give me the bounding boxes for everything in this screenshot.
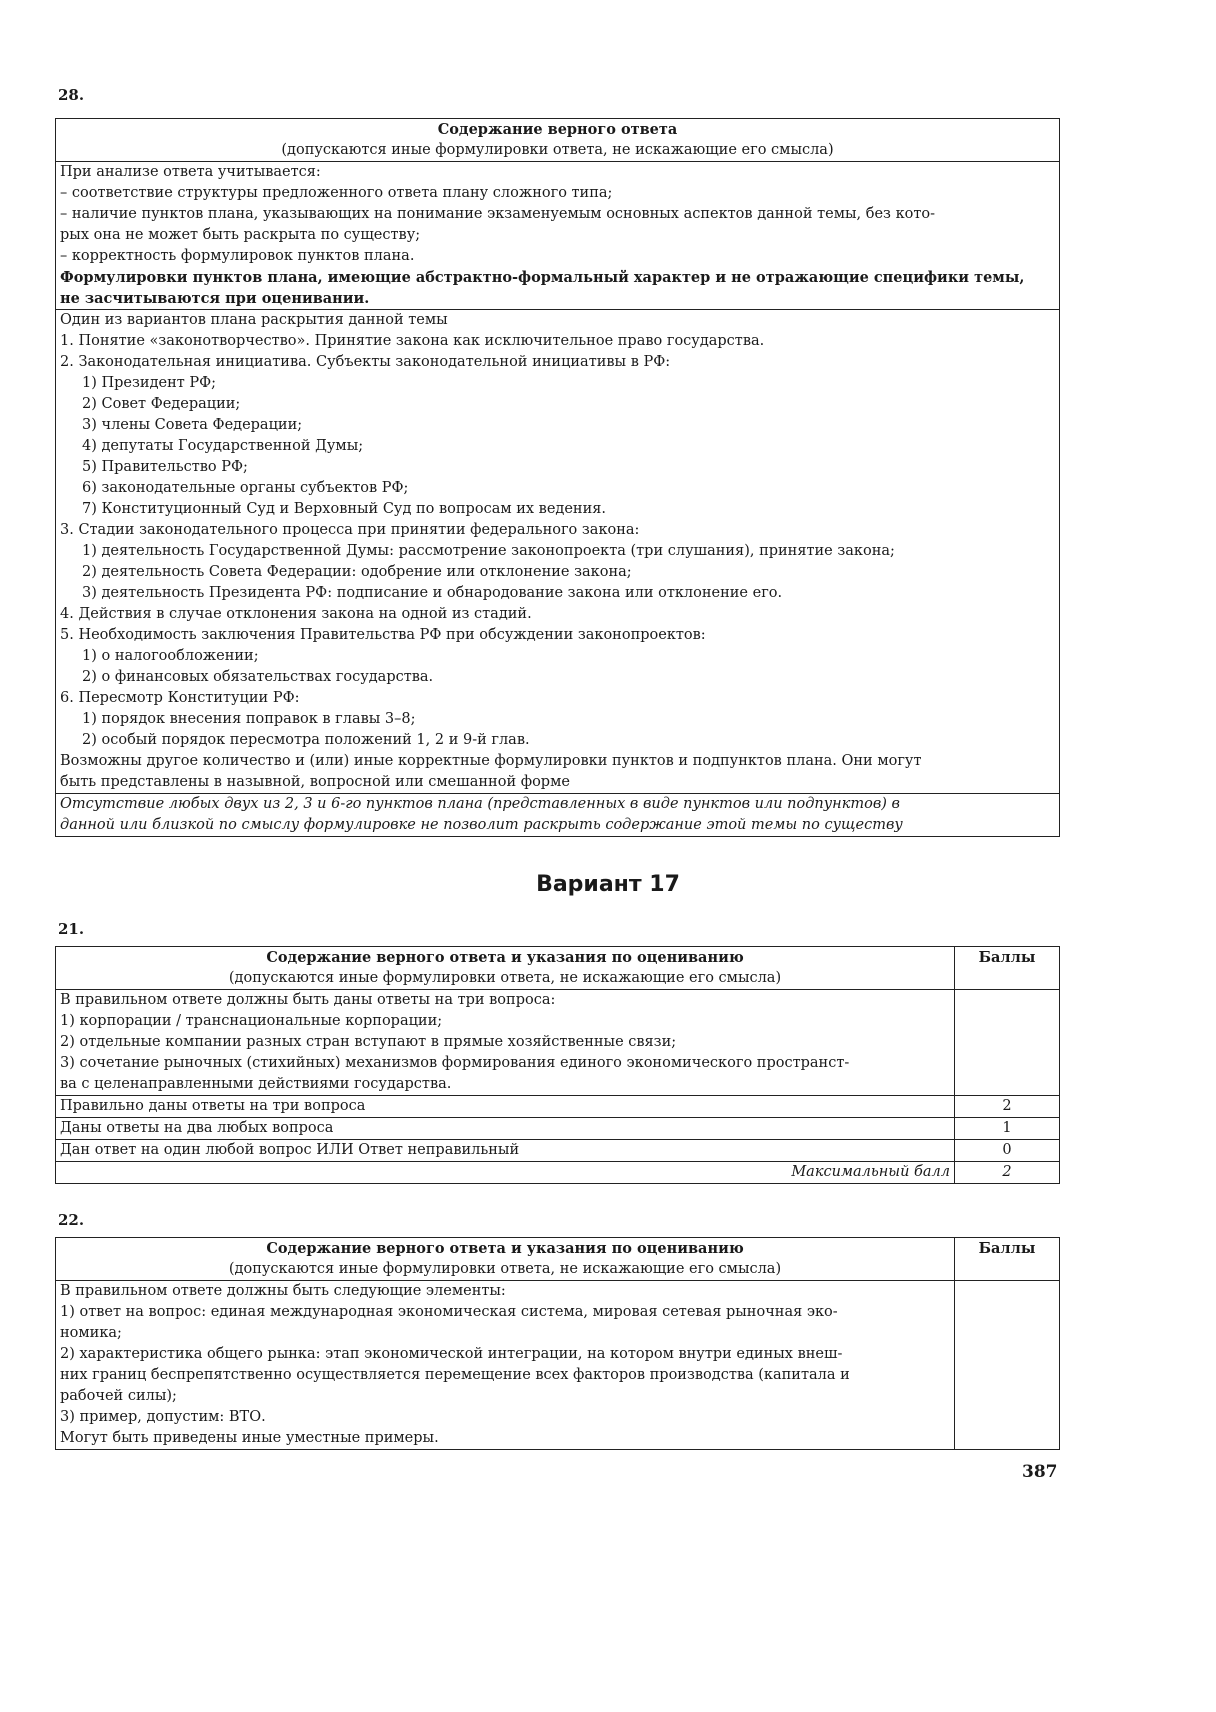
table-header bbox=[56, 119, 1060, 162]
text-line: 2) характеристика общего рынка: этап экономической интеграции, на котором внутри единых внеш- bbox=[60, 1346, 843, 1362]
score-criterion: Дан ответ на один любой вопрос ИЛИ Ответ неправильный bbox=[56, 1140, 955, 1162]
text-line: – соответствие структуры предложенного ответа плану сложного типа; bbox=[60, 185, 613, 201]
text-line: номика; bbox=[60, 1325, 122, 1341]
answer-table-21 bbox=[55, 946, 1060, 1184]
text-line: 6) законодательные органы субъектов РФ; bbox=[82, 480, 409, 496]
text-line: 1) о налогообложении; bbox=[82, 648, 259, 664]
text-line: 1) Президент РФ; bbox=[82, 375, 217, 391]
text-line: ва с целенаправленными действиями государства. bbox=[60, 1076, 452, 1092]
text-line: 2) особый порядок пересмотра положений 1, 2 и 9-й глав. bbox=[82, 732, 530, 748]
score-row bbox=[56, 1118, 1060, 1140]
text-line: 5) Правительство РФ; bbox=[82, 459, 248, 475]
score-row bbox=[56, 1096, 1060, 1118]
text-line: – наличие пунктов плана, указывающих на понимание экзаменуемым основных аспектов данной темы, без кото- bbox=[60, 206, 936, 222]
text-line: рабочей силы); bbox=[60, 1388, 177, 1404]
criteria-cell bbox=[56, 162, 1060, 310]
text-line: 3) сочетание рыночных (стихийных) механизмов формирования единого экономического пространст- bbox=[60, 1055, 850, 1071]
points-header: Баллы bbox=[955, 947, 1060, 990]
text-line: 1) порядок внесения поправок в главы 3–8; bbox=[82, 711, 416, 727]
text-line: Один из вариантов плана раскрытия данной темы bbox=[60, 312, 448, 328]
text-line: Формулировки пунктов плана, имеющие абстрактно-формальный характер и не отражающие специфики темы, bbox=[60, 269, 1025, 286]
text-line: 2) о финансовых обязательствах государства. bbox=[82, 669, 434, 685]
text-line: В правильном ответе должны быть даны ответы на три вопроса: bbox=[60, 992, 556, 1008]
note-cell bbox=[56, 794, 1060, 837]
text-line: данной или близкой по смыслу формулировке не позволит раскрыть содержание этой темы по существу bbox=[60, 817, 903, 833]
text-line: 2) отдельные компании разных стран вступают в прямые хозяйственные связи; bbox=[60, 1034, 677, 1050]
text-line: 1) деятельность Государственной Думы: рассмотрение законопроекта (три слушания), принятие закона; bbox=[82, 543, 895, 559]
answer-table-28 bbox=[55, 118, 1060, 837]
text-line: быть представлены в назывной, вопросной или смешанной форме bbox=[60, 774, 570, 790]
text-line: – корректность формулировок пунктов плана. bbox=[60, 248, 415, 264]
content-cell bbox=[56, 990, 955, 1096]
max-score-label: Максимальный балл bbox=[56, 1162, 955, 1184]
page-number: 387 bbox=[1022, 1462, 1058, 1482]
text-line: 3. Стадии законодательного процесса при принятии федерального закона: bbox=[60, 522, 640, 538]
answer-table-22 bbox=[55, 1237, 1060, 1450]
text-line: 2. Законодательная инициатива. Субъекты законодательной инициативы в РФ: bbox=[60, 354, 671, 370]
table-header bbox=[56, 1238, 955, 1281]
header-title: Содержание верного ответа и указания по оцениванию bbox=[266, 1240, 744, 1257]
header-subtitle: (допускаются иные формулировки ответа, не искажающие его смысла) bbox=[228, 970, 782, 986]
text-line: не засчитываются при оценивании. bbox=[60, 290, 370, 307]
header-subtitle: (допускаются иные формулировки ответа, не искажающие его смысла) bbox=[281, 142, 834, 158]
text-line: При анализе ответа учитывается: bbox=[60, 164, 321, 180]
header-title: Содержание верного ответа и указания по оцениванию bbox=[266, 949, 744, 966]
text-line: 5. Необходимость заключения Правительства РФ при обсуждении законопроектов: bbox=[60, 627, 706, 643]
text-line: 1) корпорации / транснациональные корпорации; bbox=[60, 1013, 443, 1029]
text-line: Отсутствие любых двух из 2, 3 и 6-го пунктов плана (представленных в виде пунктов или подпунктов) в bbox=[60, 796, 900, 812]
text-line: 3) члены Совета Федерации; bbox=[82, 417, 303, 433]
text-line: Возможны другое количество и (или) иные корректные формулировки пунктов и подпунктов плана. Они могут bbox=[60, 753, 922, 769]
question-number-28: 28. bbox=[58, 86, 85, 104]
question-number-21: 21. bbox=[58, 920, 85, 938]
variant-title: Вариант 17 bbox=[536, 872, 680, 897]
text-line: 1) ответ на вопрос: единая международная экономическая система, мировая сетевая рыночная эко- bbox=[60, 1304, 838, 1320]
text-line: 1. Понятие «законотворчество». Принятие закона как исключительное право государства. bbox=[60, 333, 765, 349]
text-line: 3) пример, допустим: ВТО. bbox=[60, 1409, 266, 1425]
text-line: рых она не может быть раскрыта по существу; bbox=[60, 227, 421, 243]
score-row bbox=[56, 1140, 1060, 1162]
max-score-value: 2 bbox=[955, 1162, 1060, 1184]
text-line: 4. Действия в случае отклонения закона на одной из стадий. bbox=[60, 606, 532, 622]
text-line: 7) Конституционный Суд и Верховный Суд по вопросам их ведения. bbox=[82, 501, 607, 517]
score-points: 1 bbox=[955, 1118, 1060, 1140]
points-header: Баллы bbox=[955, 1238, 1060, 1281]
text-line: Могут быть приведены иные уместные примеры. bbox=[60, 1430, 439, 1446]
score-criterion: Даны ответы на два любых вопроса bbox=[56, 1118, 955, 1140]
text-line: 2) Совет Федерации; bbox=[82, 396, 241, 412]
header-title: Содержание верного ответа bbox=[437, 121, 678, 138]
text-line: В правильном ответе должны быть следующие элементы: bbox=[60, 1283, 506, 1299]
text-line: 3) деятельность Президента РФ: подписание и обнародование закона или отклонение его. bbox=[82, 585, 783, 601]
text-line: 2) деятельность Совета Федерации: одобрение или отклонение закона; bbox=[82, 564, 632, 580]
question-number-22: 22. bbox=[58, 1211, 85, 1229]
text-line: них границ беспрепятственно осуществляется перемещение всех факторов производства (капитала и bbox=[60, 1367, 850, 1383]
text-line: 4) депутаты Государственной Думы; bbox=[82, 438, 364, 454]
plan-cell bbox=[56, 310, 1060, 794]
table-header bbox=[56, 947, 955, 990]
content-cell bbox=[56, 1281, 955, 1450]
score-criterion: Правильно даны ответы на три вопроса bbox=[56, 1096, 955, 1118]
score-points: 0 bbox=[955, 1140, 1060, 1162]
header-subtitle: (допускаются иные формулировки ответа, не искажающие его смысла) bbox=[228, 1261, 782, 1277]
text-line: 6. Пересмотр Конституции РФ: bbox=[60, 690, 300, 706]
score-points: 2 bbox=[955, 1096, 1060, 1118]
